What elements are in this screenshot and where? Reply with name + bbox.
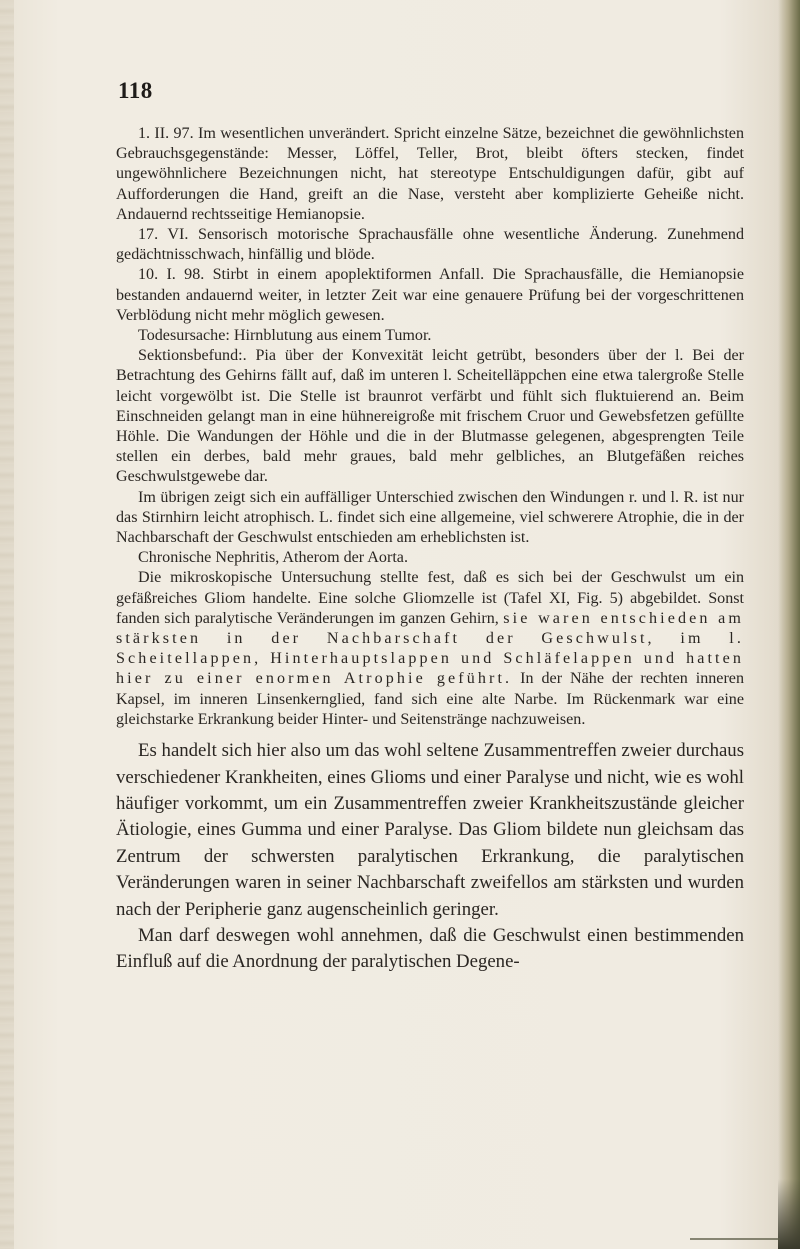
paragraph-autopsy-findings: Sektionsbefund:. Pia über der Konvexität leicht getrübt, besonders über der l. Bei der Betrachtung des Gehirns fällt auf, daß im unteren l. Scheitelläppchen eine etwa talergroße Stelle leicht vorgewölbt ist. Die Stelle ist braunrot verfärbt und fühlt sich fluktuierend an. Beim Einschneiden gelangt man in eine hühnereigroße mit frischem Cruor und Gewebsfetzen gefüllte Höhle. Die Wandungen der Höhle und die in der Blutmasse gelegenen, abgesprengten Teile stellen ein derbes, bald mehr graues, bald mehr gelbliches, an Blutgefäßen reiches Geschwulstgewebe dar.	[116, 347, 744, 486]
paragraph-death: 10. I. 98. Stirbt in einem apoplektiformen Anfall. Die Sprachausfälle, die Hemianopsie bestanden andauernd weiter, in letzter Zeit war eine genauere Prüfung bei der vorgeschrittenen Verblödung nicht mehr möglich gewesen.	[116, 266, 744, 324]
page-left-edge	[0, 0, 14, 1249]
microscopy-text-start: Die mikroskopische Untersuchung stellte fest, daß es sich bei der Geschwulst um ein gefäßreiches Gliom handelte. Eine solche Gliomzelle ist (Tafel XI, Fig. 5) abgebildet. Sonst fanden sich paralytische Veränderungen im ganzen Gehirn,	[116, 569, 744, 627]
page-right-edge	[778, 0, 800, 1249]
microscopy-text-emphasis: sie waren entschieden am stärksten in der Nachbarschaft der Geschwulst, im l. Scheitellappen, Hinterhauptslappen und Schläfelappen und hatten hier zu einer enormen Atrophie geführt.	[116, 609, 744, 688]
page-number: 118	[118, 78, 153, 103]
paragraph-convolutions: Im übrigen zeigt sich ein auffälliger Unterschied zwischen den Windungen r. und l. R. ist nur das Stirnhirn leicht atrophisch. L. findet sich eine allgemeine, viel schwerere Atrophie, die in der Nachbarschaft der Geschwulst entschieden am erheblichsten ist.	[116, 488, 744, 547]
microscopy-text-end: In der Nähe der rechten inneren Kapsel, im inneren Linsenkernglied, fand sich eine alte Narbe. Im Rückenmark war eine gleichstarke Erkrankung beider Hinter- und Seitenstränge nachzuweisen.	[116, 670, 744, 728]
case-report-block	[116, 124, 744, 730]
body-text	[116, 124, 744, 976]
page-bottom-shadow	[690, 1238, 780, 1240]
paragraph-status-feb-97: 1. II. 97. Im wesentlichen unverändert. Spricht einzelne Sätze, bezeichnet die gewöhnlichsten Gebrauchsgegenstände: Messer, Löffel, Teller, Brot, bleibt öfters stecken, findet ungewöhnlichere Bezeichnungen nicht, hat stereotype Entschuldigungen dafür, gibt auf Aufforderungen die Hand, greift an die Nase, versteht aber komplizierte Geheiße nicht. Andauernd rechtsseitige Hemianopsie.	[116, 125, 744, 223]
paragraph-nephritis: Chronische Nephritis, Atherom der Aorta.	[138, 549, 408, 567]
paragraph-discussion: Es handelt sich hier also um das wohl seltene Zusammentreffen zweier durchaus verschiedener Krankheiten, eines Glioms und einer Paralyse und nicht, wie es wohl häufiger vorkommt, um ein Zusammentreffen zweier Krankheitszustände gleicher Ätiologie, eines Gumma und einer Paralyse. Das Gliom bildete nun gleichsam das Zentrum der schwersten paralytischen Erkrankung, die paralytischen Veränderungen waren in seiner Nachbarschaft zweifellos am stärksten und wurden nach der Peripherie ganz augenscheinlich geringer.	[116, 740, 744, 920]
discussion-block	[116, 738, 744, 976]
paragraph-microscopy	[116, 568, 744, 730]
paragraph-conclusion: Man darf deswegen wohl annehmen, daß die Geschwulst einen bestimmenden Einfluß auf die Anordnung der paralytischen Degene-	[116, 924, 744, 973]
paragraph-status-jun: 17. VI. Sensorisch motorische Sprachausfälle ohne wesentliche Änderung. Zunehmend gedächtnisschwach, hinfällig und blöde.	[116, 226, 744, 264]
paragraph-cause-of-death: Todesursache: Hirnblutung aus einem Tumor.	[138, 327, 432, 345]
